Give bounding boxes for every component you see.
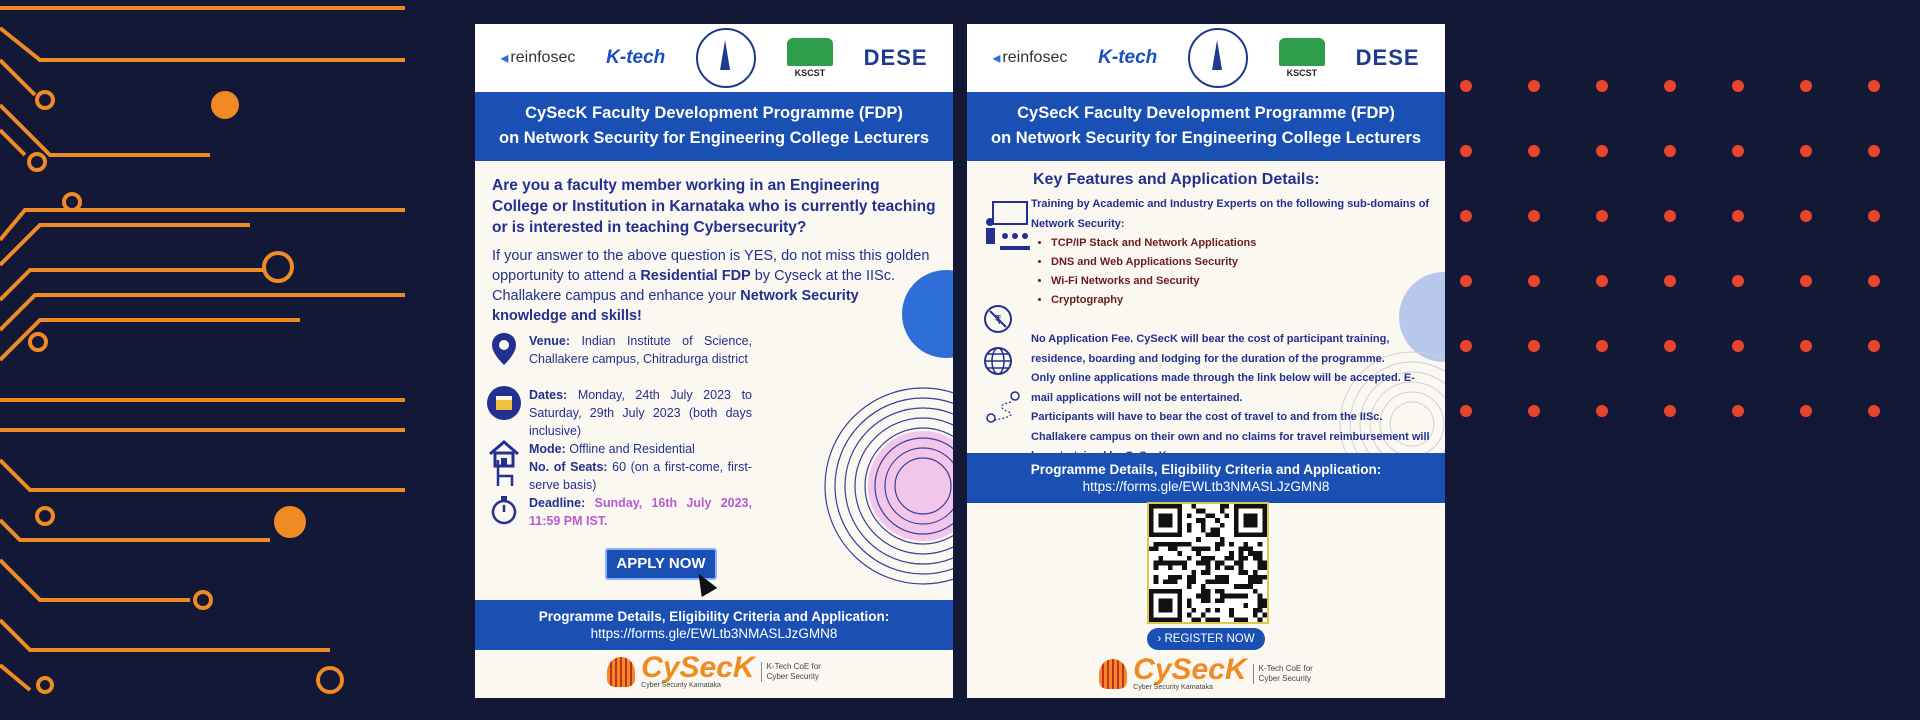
grid-dot: [1732, 80, 1744, 92]
grid-dot: [1528, 340, 1540, 352]
grid-dot: [1800, 210, 1812, 222]
grid-dot: [1800, 80, 1812, 92]
title-line-2: on Network Security for Engineering College Lecturers: [990, 129, 1421, 147]
grid-dot: [1460, 275, 1472, 287]
online-only-text: Only online applications made through the link below will be accepted. E-mail applications will not be entertained.: [1031, 372, 1415, 404]
presentation-icon: [983, 200, 1031, 255]
answer-text-2: by Cyseck at the IISc. Challakere campus and enhance your: [492, 268, 895, 304]
grid-dot: [1800, 275, 1812, 287]
grid-dot: [1800, 405, 1812, 417]
faculty-question: Are you a faculty member working in an Engineering College or Institution in Karnataka who is currently teaching or is interested in teaching Cybersecurity?: [492, 177, 936, 236]
footer-heading: Programme Details, Eligibility Criteria and Application:: [538, 609, 890, 624]
title-line-2: on Network Security for Engineering College Lecturers: [498, 129, 929, 147]
grid-dot: [1460, 340, 1472, 352]
travel-route-icon: [983, 390, 1023, 431]
qr-code-pattern: [1149, 504, 1267, 622]
logo-bar: [475, 24, 953, 92]
grid-dot: [1528, 405, 1540, 417]
mode-value: Offline and Residential: [565, 442, 695, 456]
logo-bar: [967, 24, 1445, 92]
kscst-logo-mark: [1279, 38, 1325, 66]
tagline-line-1: K-Tech CoE for: [1258, 663, 1313, 673]
stopwatch-icon: [487, 494, 521, 530]
programme-title: [967, 92, 1445, 161]
tagline-line-2: Cyber Security: [1258, 673, 1312, 683]
reinfosec-logo-text: reinfosec: [510, 49, 576, 66]
kscst-logo: [787, 38, 833, 78]
cyseck-brand: [475, 651, 953, 689]
svg-text:₹: ₹: [994, 313, 1002, 327]
reinfosec-logo-text: reinfosec: [1002, 49, 1068, 66]
grid-dot: [1732, 275, 1744, 287]
grid-dot: [1596, 405, 1608, 417]
kscst-logo: [1279, 38, 1325, 78]
deadline-value: Sunday, 16th July 2023, 11:59 PM IST.: [529, 496, 752, 528]
subdomain-list: [1031, 234, 1256, 310]
iisc-logo: [1188, 28, 1248, 88]
answer-bold-1: Residential FDP: [640, 268, 751, 284]
seats-value: 60 (on a first-come, first-serve basis): [529, 460, 752, 492]
grid-dot: [1732, 145, 1744, 157]
application-link[interactable]: https://forms.gle/EWLtb3NMASLJzGMN8: [590, 626, 838, 641]
grid-dot: [1460, 405, 1472, 417]
grid-dot: [1868, 275, 1880, 287]
grid-dot: [1868, 145, 1880, 157]
grid-dot: [1800, 340, 1812, 352]
dates-value: Monday, 24th July 2023 to Saturday, 29th July 2023 (both days inclusive): [529, 388, 752, 438]
poster-fdp-overview: [475, 24, 953, 698]
chair-icon: [487, 458, 521, 494]
grid-dot: [1868, 80, 1880, 92]
seats-detail: [487, 458, 752, 494]
dates-text: [529, 386, 752, 440]
subdomain-item: • DNS and Web Applications Security: [1051, 253, 1256, 272]
training-intro: Training by Academic and Industry Experts on the following sub-domains of Network Security:: [1031, 198, 1430, 230]
mode-label: Mode:: [529, 442, 566, 456]
cyseck-wordmark: [1133, 653, 1247, 691]
cyseck-tagline: [1253, 664, 1313, 684]
cyseck-wordmark: [641, 651, 755, 689]
subdomain-item: • TCP/IP Stack and Network Applications: [1051, 234, 1256, 253]
iisc-logo: [696, 28, 756, 88]
grid-dot: [1732, 340, 1744, 352]
dese-logo: DESE: [863, 45, 928, 70]
seats-text: [529, 458, 752, 494]
poster-key-features: [967, 24, 1445, 698]
register-now-button[interactable]: [1147, 628, 1265, 650]
location-pin-icon: [487, 332, 521, 368]
grid-dot: [1460, 80, 1472, 92]
cyseck-subtitle: Cyber Security Karnataka: [641, 682, 721, 689]
circuit-decoration: [0, 0, 420, 720]
grid-dot: [1596, 80, 1608, 92]
kscst-logo-text: KSCST: [1286, 68, 1318, 78]
subdomain-item: • Cryptography: [1051, 291, 1256, 310]
cyseck-brand: [967, 653, 1445, 691]
grid-dot: [1800, 145, 1812, 157]
chevron-right-icon: ›: [1157, 633, 1162, 645]
travel-cost-text: Participants will have to bear the cost of travel to and from the IISc. Challakere campus on their own and no claims for travel reimbursement will: [1031, 411, 1430, 443]
tagline-line-2: Cyber Security: [766, 671, 820, 681]
dates-detail: [487, 386, 752, 440]
dese-logo: DESE: [1355, 45, 1420, 70]
cyseck-shield-icon: [607, 657, 635, 687]
qr-code[interactable]: [1147, 502, 1269, 624]
grid-dot: [1596, 145, 1608, 157]
concentric-circles-decoration: [823, 386, 953, 586]
grid-dot: [1664, 210, 1676, 222]
key-features-heading: Key Features and Application Details:: [1033, 171, 1320, 188]
grid-dot: [1868, 340, 1880, 352]
seats-label: No. of Seats:: [529, 460, 608, 474]
grid-dot: [1528, 210, 1540, 222]
title-line-1: CySecK Faculty Development Programme (FDP): [525, 104, 903, 122]
cyseck-tagline: [761, 662, 821, 682]
cyseck-subtitle: Cyber Security Karnataka: [1133, 684, 1213, 691]
deadline-detail: [487, 494, 752, 530]
apply-now-button[interactable]: APPLY NOW: [605, 548, 717, 580]
venue-value: Indian Institute of Science, Challakere campus, Chitradurga district: [529, 334, 752, 366]
deadline-label: Deadline:: [529, 496, 586, 510]
cyseck-shield-icon: [1099, 659, 1127, 689]
application-footer: [475, 600, 953, 650]
grid-dot: [1732, 210, 1744, 222]
grid-dot: [1732, 405, 1744, 417]
grid-dot: [1596, 275, 1608, 287]
grid-dot: [1868, 210, 1880, 222]
answer-text-1: If your answer to the above question is YES, do not miss this golden opportunity to attend a: [492, 248, 930, 284]
grid-dot: [1528, 275, 1540, 287]
grid-dot: [1664, 275, 1676, 287]
title-line-1: CySecK Faculty Development Programme (FDP): [1017, 104, 1395, 122]
venue-label: Venue:: [529, 334, 570, 348]
subdomain-item: • Wi-Fi Networks and Security: [1051, 272, 1256, 291]
deadline-text: [529, 494, 752, 530]
tagline-line-1: K-Tech CoE for: [766, 661, 821, 671]
kscst-logo-text: KSCST: [794, 68, 826, 78]
programme-title: [475, 92, 953, 161]
globe-icon: [983, 346, 1013, 381]
ktech-logo: K-tech: [606, 47, 666, 68]
register-now-label: REGISTER NOW: [1164, 633, 1255, 645]
grid-dot: [1664, 405, 1676, 417]
no-fee-text: No Application Fee. CySecK will bear the cost of participant training, residence, boarding and lodging for the duration of the programme.: [1031, 333, 1390, 365]
footer-heading: Programme Details, Eligibility Criteria and Application:: [1030, 462, 1382, 477]
grid-dot: [1596, 340, 1608, 352]
grid-dot: [1528, 80, 1540, 92]
reinfosec-logo: ◂ reinfosec: [992, 49, 1068, 67]
ktech-logo: K-tech: [1098, 47, 1158, 68]
grid-dot: [1664, 145, 1676, 157]
grid-dot: [1664, 340, 1676, 352]
grid-dot: [1664, 80, 1676, 92]
answer-paragraph: [475, 238, 953, 326]
cyseck-name: CySecK: [1133, 653, 1247, 686]
reinfosec-logo: ◂ reinfosec: [500, 49, 576, 67]
grid-dot: [1460, 145, 1472, 157]
grid-dot: [1596, 210, 1608, 222]
grid-dot: [1868, 405, 1880, 417]
kscst-logo-mark: [787, 38, 833, 66]
venue-text: [529, 332, 752, 368]
application-footer: [967, 453, 1445, 503]
grid-dot: [1528, 145, 1540, 157]
application-link[interactable]: https://forms.gle/EWLtb3NMASLJzGMN8: [1082, 479, 1330, 494]
answer-bold-2: Network Security knowledge and skills!: [492, 288, 859, 324]
dot-grid-decoration: [1460, 80, 1900, 440]
grid-dot: [1460, 210, 1472, 222]
calendar-icon: [487, 386, 521, 440]
no-fee-icon: [983, 304, 1013, 339]
venue-detail: [487, 332, 752, 368]
dates-label: Dates:: [529, 388, 568, 402]
cyseck-name: CySecK: [641, 651, 755, 684]
